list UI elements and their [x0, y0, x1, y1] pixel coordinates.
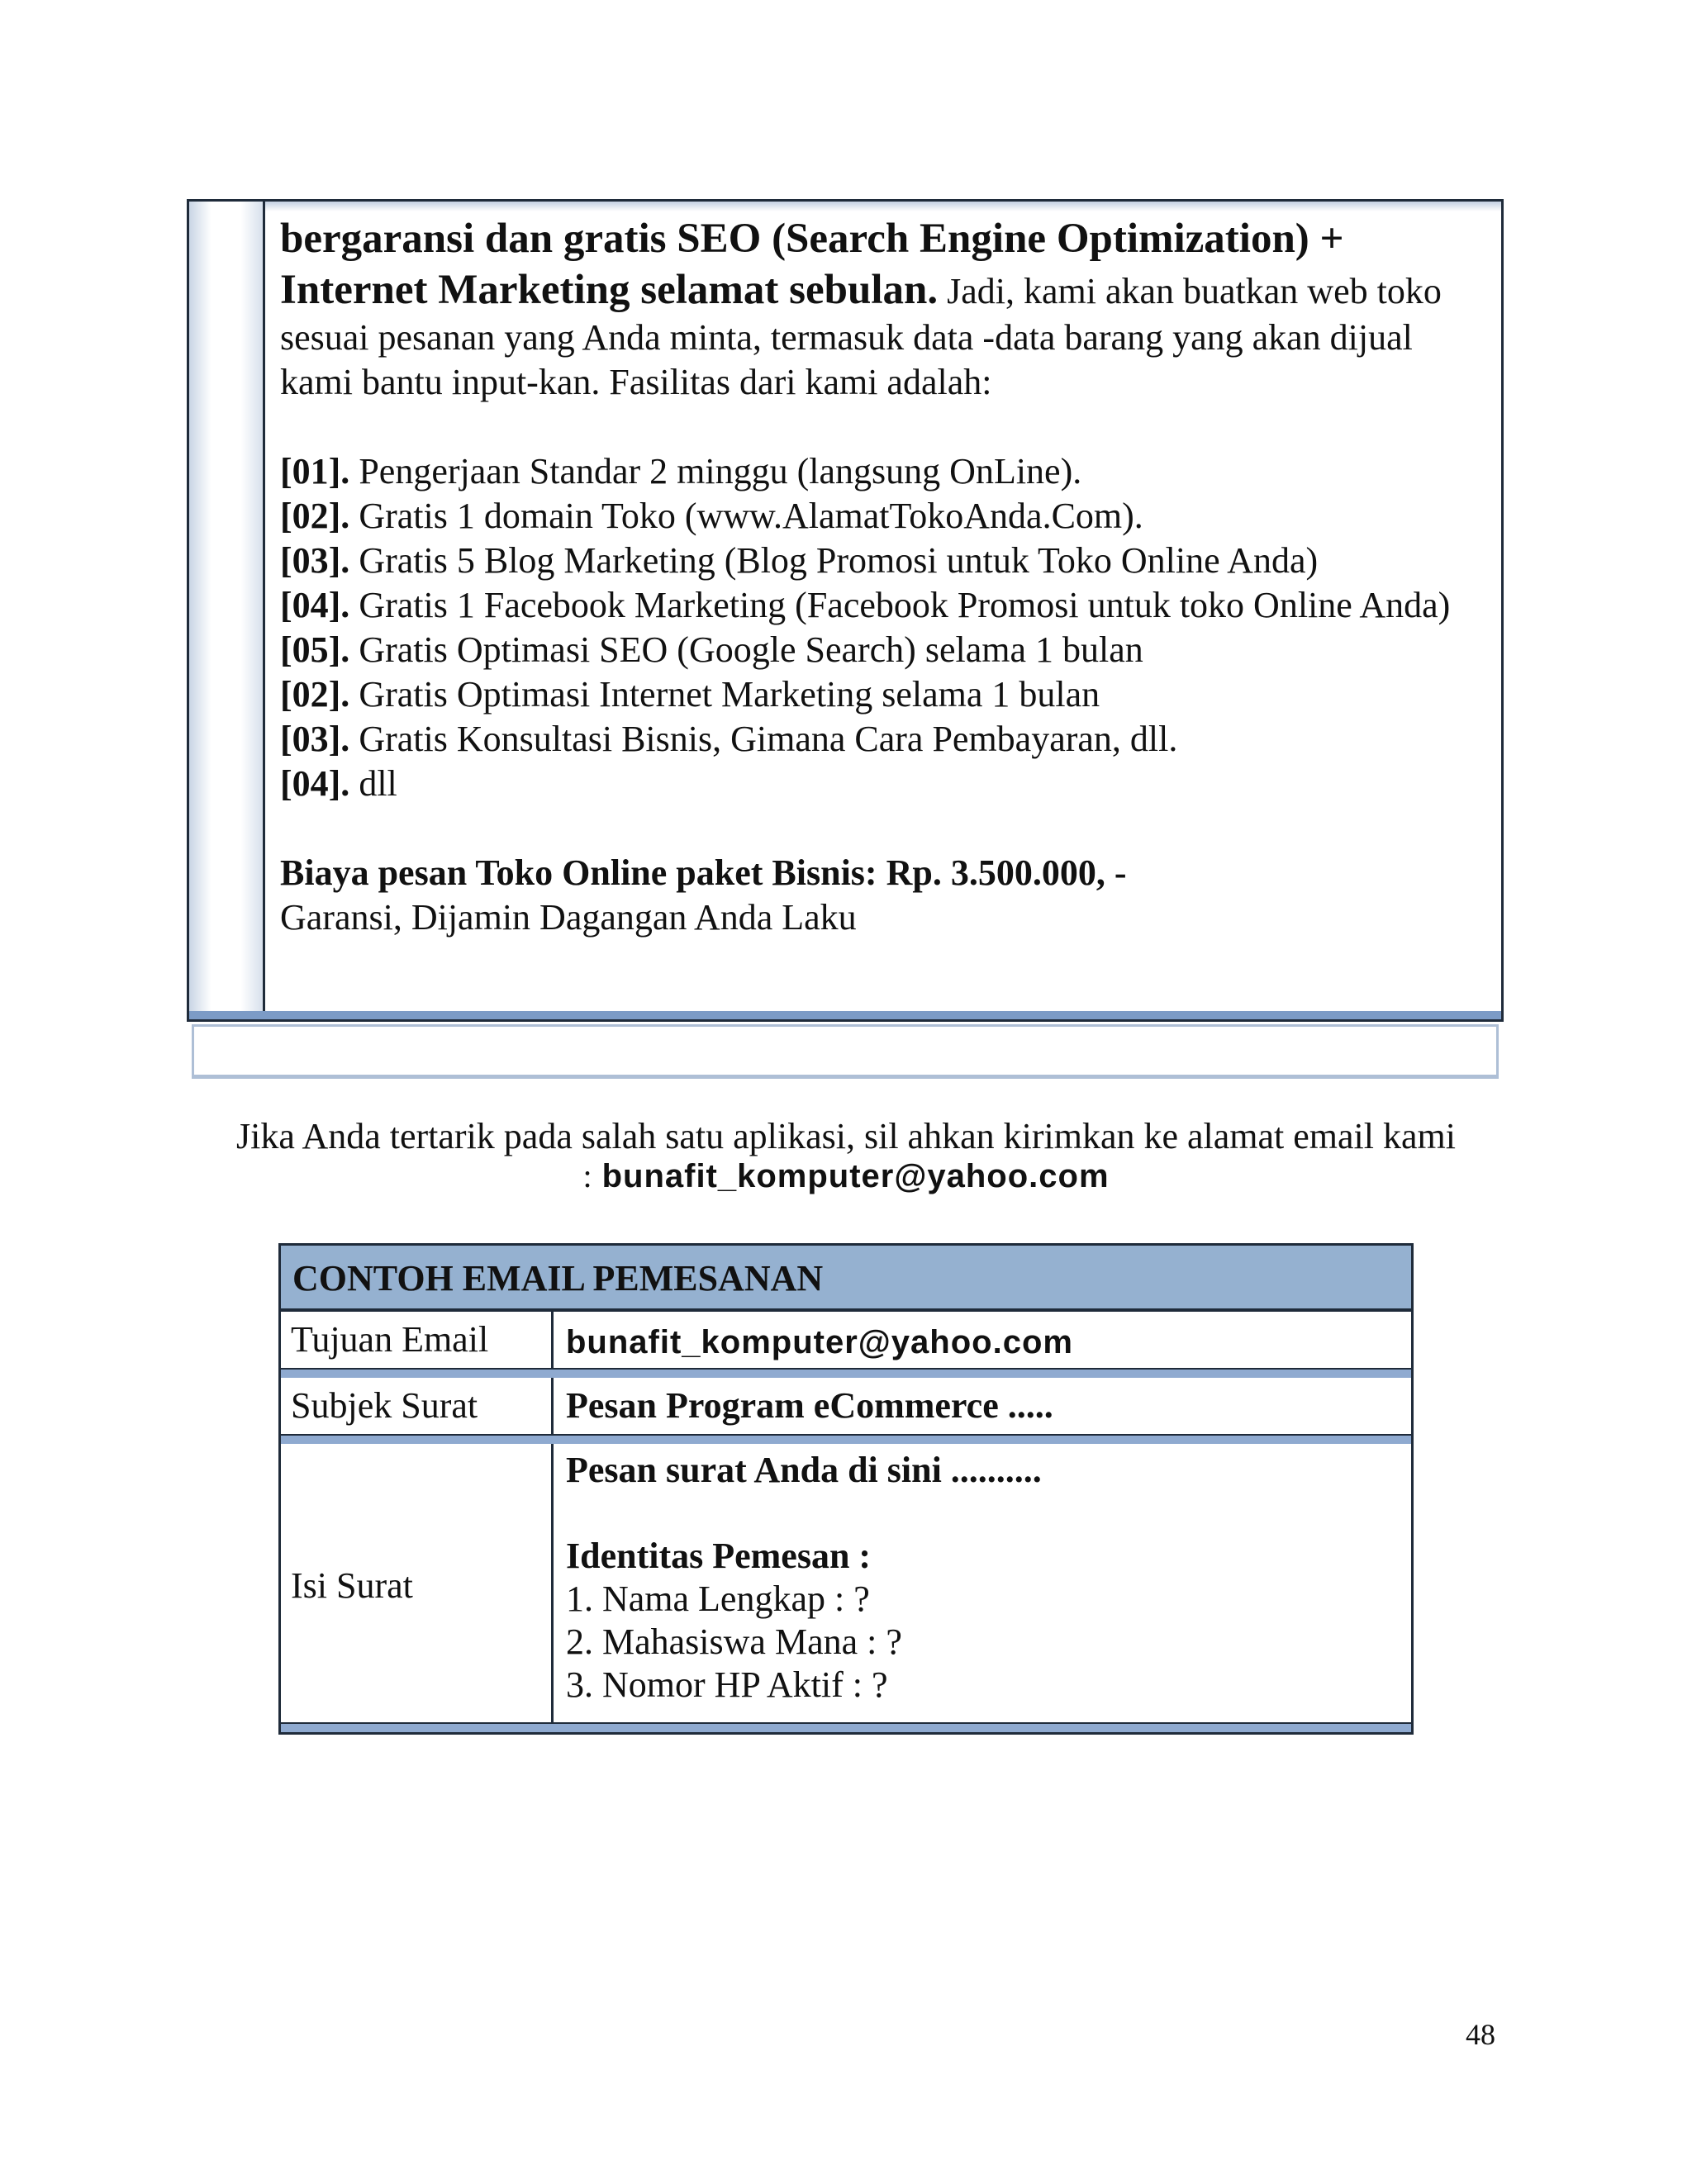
instruction-text: Jika Anda tertarik pada salah satu aplikasi, sil ahkan kirimkan ke alamat email kami: [236, 1116, 1456, 1156]
table-row-subject: [281, 1378, 1411, 1444]
offer-intro-bold: bergaransi dan gratis SEO (Search Engine Optimization) + Internet Marketing selamat sebulan.: [280, 216, 1344, 313]
facility-list: [280, 449, 1476, 806]
price-line: Biaya pesan Toko Online paket Bisnis: Rp. 3.500.000, -: [280, 852, 1127, 893]
identity-field: 1. Nama Lengkap : ?: [566, 1579, 870, 1619]
list-item: [02]. Gratis 1 domain Toko (www.AlamatTokoAnda.Com).: [280, 496, 1143, 536]
offer-content: [280, 213, 1476, 940]
recipient-value: bunafit_komputer@yahoo.com: [566, 1324, 1073, 1360]
recipient-label: Tujuan Email: [281, 1312, 554, 1378]
row-divider: [281, 1434, 1411, 1444]
table-row-recipient: [281, 1312, 1411, 1378]
table-row-body: [281, 1444, 1411, 1732]
list-item: [04]. Gratis 1 Facebook Marketing (Facebook Promosi untuk toko Online Anda): [280, 585, 1451, 625]
body-value: [556, 1444, 1411, 1732]
list-item: [03]. Gratis Konsultasi Bisnis, Gimana Cara Pembayaran, dll.: [280, 719, 1178, 759]
list-item: [05]. Gratis Optimasi SEO (Google Search) selama 1 bulan: [280, 629, 1143, 670]
list-item: [01]. Pengerjaan Standar 2 minggu (langsung OnLine).: [280, 451, 1082, 491]
table-title: CONTOH EMAIL PEMESANAN: [292, 1258, 824, 1299]
row-divider: [281, 1722, 1411, 1732]
empty-table-row: [192, 1024, 1499, 1079]
box-bottom-border: [189, 1011, 1501, 1019]
page-number: 48: [1466, 2018, 1495, 2051]
identity-title: Identitas Pemesan :: [566, 1536, 872, 1576]
box-left-column: [189, 202, 265, 1019]
body-line1: Pesan surat Anda di sini ..........: [566, 1450, 1042, 1490]
contact-email: bunafit_komputer@yahoo.com: [601, 1158, 1110, 1194]
list-item: [02]. Gratis Optimasi Internet Marketing selama 1 bulan: [280, 674, 1100, 715]
identity-field: 3. Nomor HP Aktif : ?: [566, 1664, 888, 1705]
colon: :: [582, 1157, 592, 1194]
table-header: [281, 1246, 1411, 1312]
subject-value: Pesan Program eCommerce .....: [566, 1385, 1053, 1426]
offer-intro: [280, 213, 1476, 405]
subject-label: Subjek Surat: [281, 1378, 554, 1444]
identity-field: 2. Mahasiswa Mana : ?: [566, 1621, 902, 1662]
guarantee-line: Garansi, Dijamin Dagangan Anda Laku: [280, 897, 857, 938]
list-item: [04]. dll: [280, 763, 397, 804]
contact-email-line: [0, 1156, 1692, 1196]
offer-box: [187, 199, 1504, 1022]
order-email-table: [278, 1243, 1414, 1735]
body-label: Isi Surat: [281, 1444, 554, 1732]
box-top-border: [189, 202, 1501, 211]
list-item: [03]. Gratis 5 Blog Marketing (Blog Promosi untuk Toko Online Anda): [280, 540, 1319, 581]
row-divider: [281, 1368, 1411, 1378]
offer-intro-text: Jadi, kami akan buatkan web toko sesuai pesanan yang Anda minta, termasuk data -data barang yang akan dijual kami bantu input-kan. Fasilitas dari kami adalah:: [280, 271, 1442, 402]
